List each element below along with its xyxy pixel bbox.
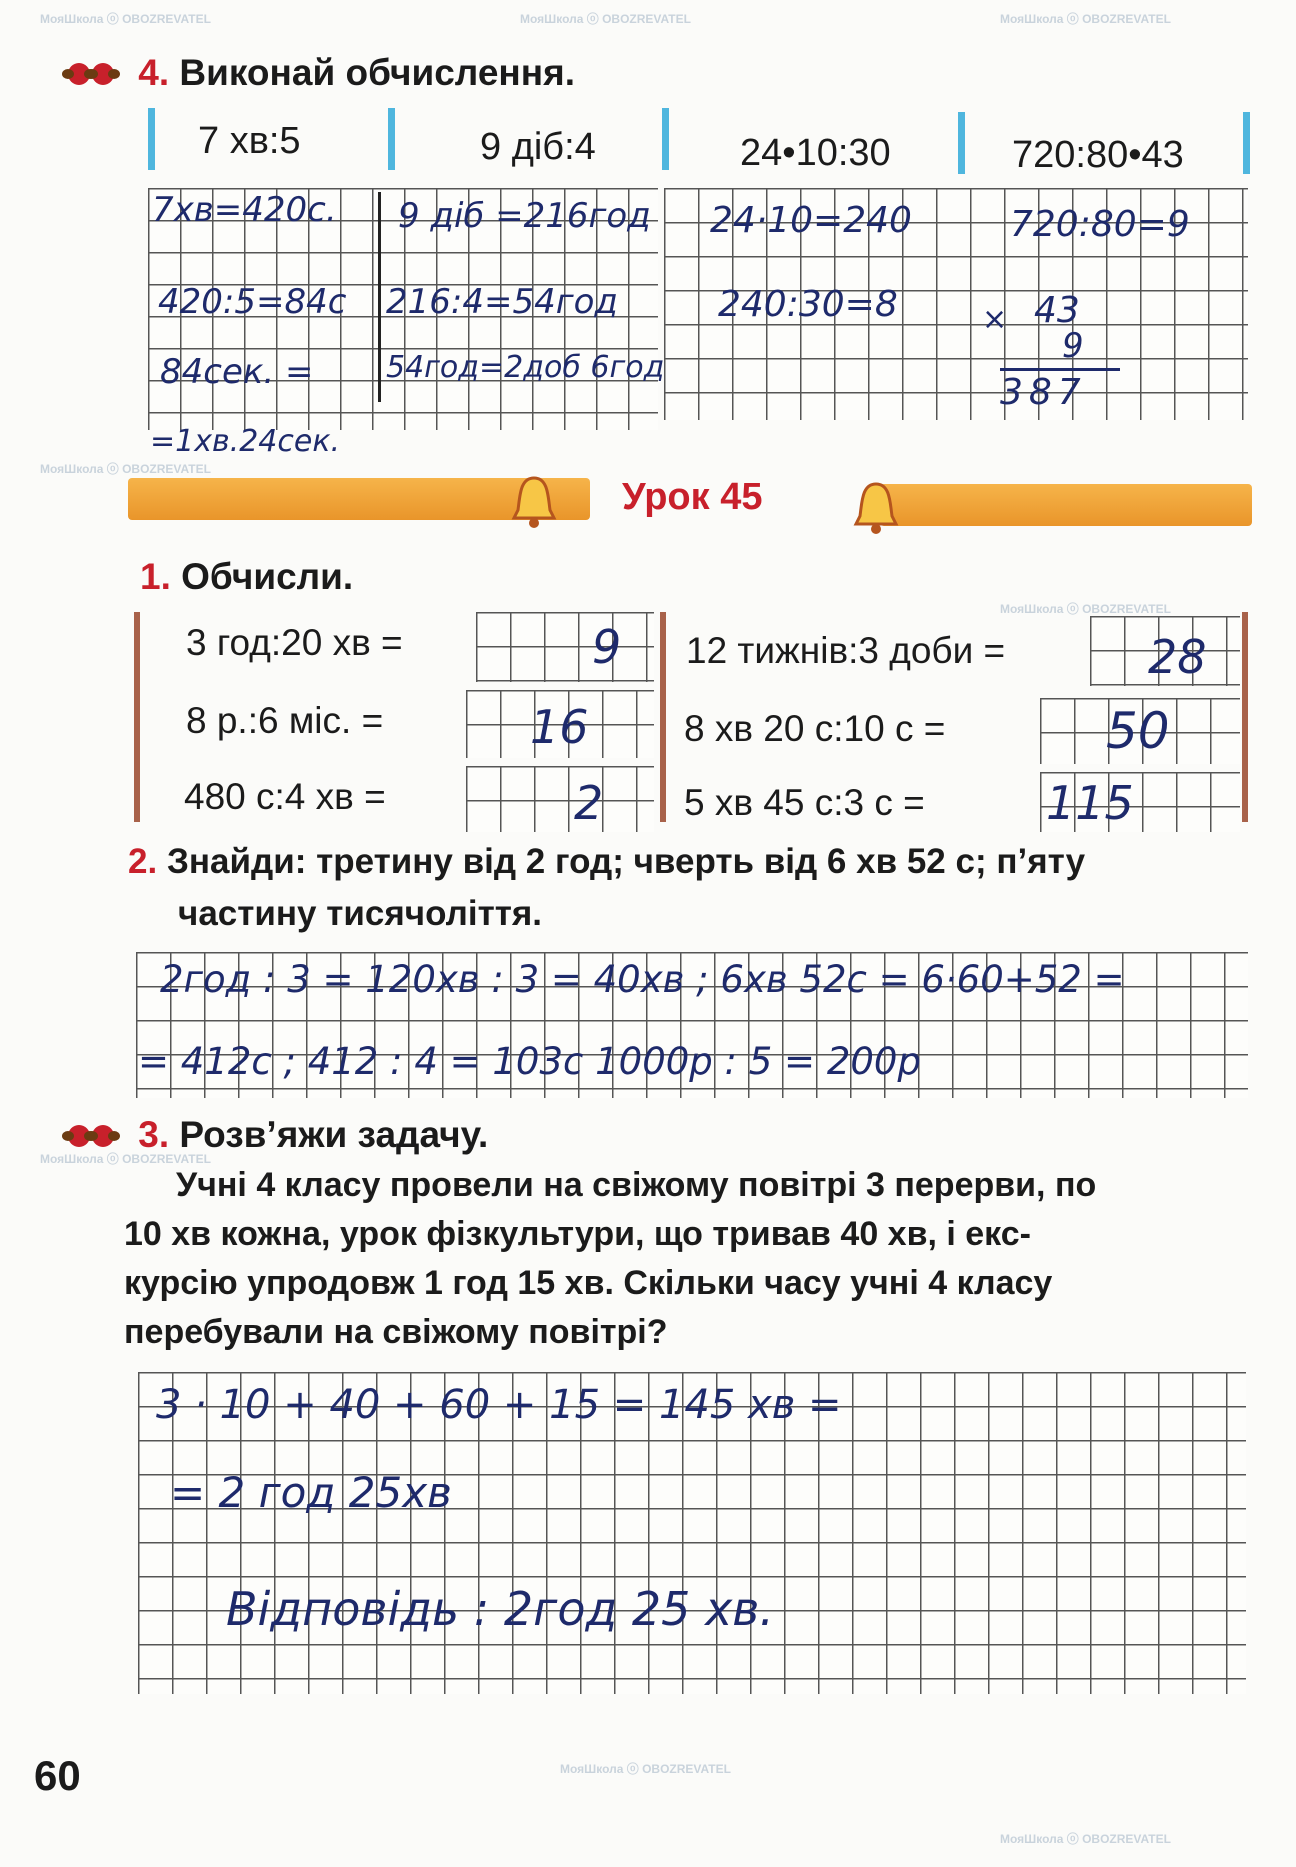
task2-text: Знайди: третину від 2 год; чверть від 6 хв 52 с; п’яту: [166, 842, 1086, 881]
task3-number: 3.: [138, 1114, 170, 1155]
task1-title: Обчисли.: [181, 556, 354, 597]
watermark-text: МояШкола ⓞ OBOZREVATEL: [40, 462, 211, 476]
task3-handwritten-line: = 2 год 25хв: [170, 1468, 452, 1517]
task3-text-line: перебували на свіжому повітрі?: [124, 1313, 668, 1351]
column-divider: [660, 612, 666, 822]
task3-title: Розв’яжи задачу.: [179, 1114, 489, 1155]
multiply-sign: ×: [982, 302, 1008, 337]
watermark-text: МояШкола ⓞ OBOZREVATEL: [1000, 12, 1171, 26]
answer-cells: [466, 766, 654, 832]
handwritten-line: 387: [1000, 372, 1087, 413]
watermark-text: МояШкола ⓞ OBOZREVATEL: [520, 12, 691, 26]
task1-answer: 16: [530, 700, 589, 754]
sum-line: [1000, 368, 1120, 371]
homework-icon: [92, 63, 114, 85]
watermark-text: МояШкола ⓞ OBOZREVATEL: [40, 12, 211, 26]
task2-line1: [128, 842, 1085, 882]
task1-answer: 115: [1046, 776, 1134, 830]
expression: 7 хв:5: [198, 120, 301, 162]
column-divider: [1243, 112, 1250, 174]
task4-heading: [68, 52, 575, 94]
task2-handwritten-line: = 412с ; 412 : 4 = 103с 1000р : 5 = 200р: [138, 1040, 921, 1083]
task1-expression: 12 тижнів:3 доби =: [686, 630, 1006, 671]
task1-answer: 2: [574, 776, 604, 830]
task1-answer: 9: [592, 620, 622, 674]
column-divider: [958, 112, 965, 174]
lesson-title: Урок 45: [622, 476, 763, 518]
handwritten-line: 9: [1062, 326, 1084, 366]
expression: 9 діб:4: [480, 126, 596, 168]
task1-number: 1.: [140, 556, 171, 597]
watermark-text: МояШкола ⓞ OBOZREVATEL: [560, 1762, 731, 1776]
task3-text-line: Учні 4 класу провели на свіжому повітрі 3 перерви, по: [176, 1166, 1097, 1204]
lesson-band-right: [880, 484, 1252, 526]
task4-number: 4.: [138, 52, 170, 93]
handwritten-line: 7хв=420с.: [152, 190, 337, 230]
task3-text-line: 10 хв кожна, урок фізкультури, що тривав 40 хв, і екс-: [124, 1215, 1031, 1253]
column-divider: [134, 612, 140, 822]
task2-handwritten-line: 2год : 3 = 120хв : 3 = 40хв ; 6хв 52с = 6·60+52 =: [160, 958, 1125, 1001]
task1-expression: 8 хв 20 с:10 с =: [684, 708, 946, 749]
column-divider: [388, 108, 395, 170]
task3-handwritten-line: 3 · 10 + 40 + 60 + 15 = 145 хв =: [156, 1382, 842, 1428]
page-number: 60: [34, 1752, 81, 1799]
expression: 24•10:30: [740, 132, 891, 174]
task1-heading: [140, 556, 353, 598]
handwritten-line: 216:4=54год: [386, 282, 618, 322]
handwritten-line: 43: [1034, 290, 1080, 331]
answer-cells: [476, 612, 654, 682]
task1-answer: 50: [1106, 702, 1170, 760]
handwritten-line: 420:5=84с: [158, 282, 347, 322]
task1-expression: 3 год:20 хв =: [186, 622, 403, 663]
task2-number: 2.: [128, 842, 158, 881]
watermark-text: МояШкола ⓞ OBOZREVATEL: [1000, 602, 1171, 616]
handwritten-line: =1хв.24сек.: [150, 424, 340, 459]
handwritten-line: 9 діб =216год: [398, 196, 651, 236]
handwritten-line: 240:30=8: [718, 284, 898, 325]
column-divider: [148, 108, 155, 170]
handwritten-line: 54год=2доб 6год: [386, 350, 665, 385]
task1-expression: 8 р.:6 міс. =: [186, 700, 384, 741]
task3-heading: [68, 1114, 488, 1156]
task1-expression: 5 хв 45 с:3 с =: [684, 782, 925, 823]
expression: 720:80•43: [1012, 134, 1184, 176]
task1-answer: 28: [1148, 630, 1207, 684]
column-divider: [662, 108, 669, 170]
task3-answer: Відповідь : 2год 25 хв.: [226, 1582, 775, 1636]
bell-icon: [850, 480, 902, 536]
task4-title: Виконай обчислення.: [179, 52, 575, 93]
homework-icon: [92, 1125, 114, 1147]
task2-line2: частину тисячоліття.: [178, 894, 542, 933]
handwritten-line: 720:80=9: [1010, 204, 1190, 245]
column-divider: [1242, 612, 1248, 822]
handwritten-line: 24·10=240: [710, 200, 912, 241]
handwritten-line: 84сек. =: [160, 352, 314, 392]
watermark-text: МояШкола ⓞ OBOZREVATEL: [40, 1152, 211, 1166]
watermark-text: МояШкола ⓞ OBOZREVATEL: [1000, 1832, 1171, 1846]
bell-icon: [508, 474, 560, 530]
task1-expression: 480 с:4 хв =: [184, 776, 386, 817]
task3-text-line: курсію упродовж 1 год 15 хв. Скільки часу учні 4 класу: [124, 1264, 1053, 1302]
divider-line: [378, 192, 381, 402]
